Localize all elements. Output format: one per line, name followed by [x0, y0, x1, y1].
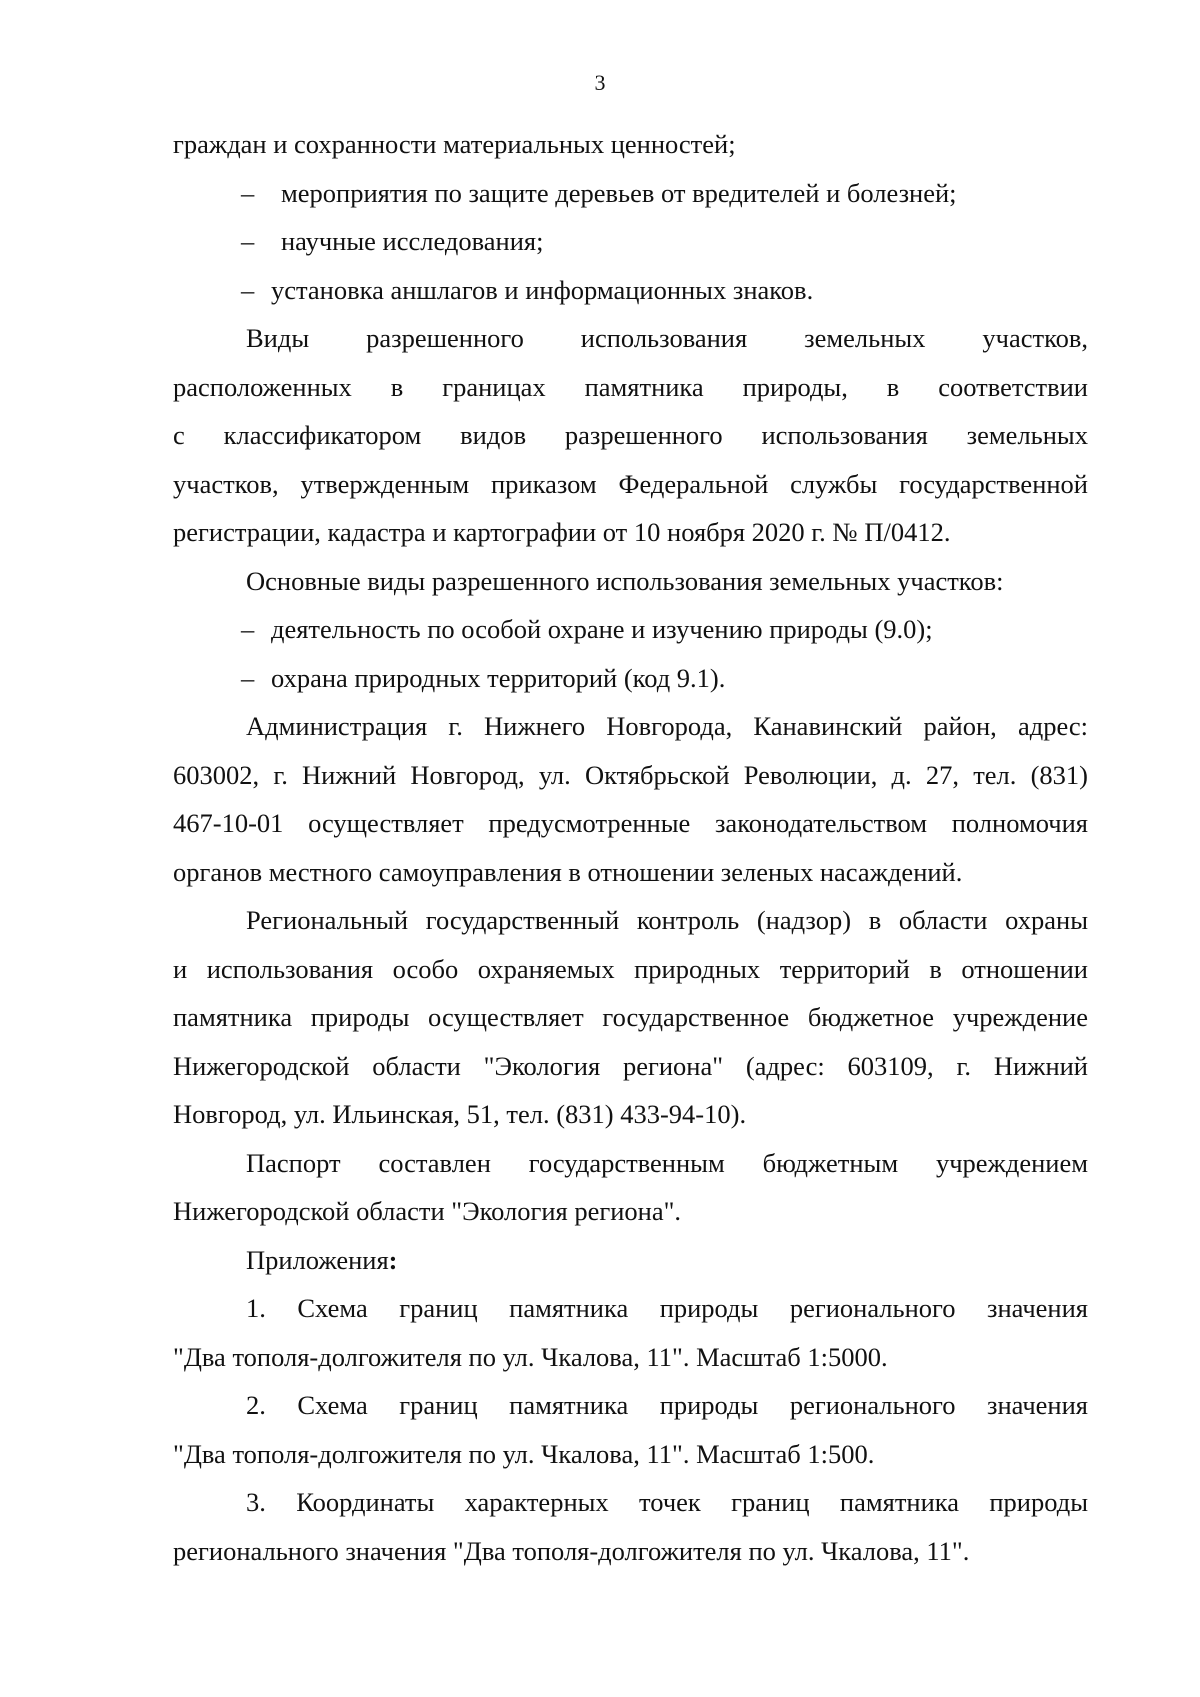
list-item: [173, 654, 1088, 703]
appendix-heading-colon: :: [388, 1244, 398, 1275]
paragraph-regional-control: [173, 896, 1088, 1139]
main-permitted-use-heading: Основные виды разрешенного использования земельных участков:: [246, 565, 1004, 596]
list-item-text: деятельность по особой охране и изучению природы (9.0);: [271, 614, 933, 644]
appendix-item: [173, 1478, 1088, 1575]
appendix-item-line: "Два тополя-долгожителя по ул. Чкалова, 11". Масштаб 1:500.: [173, 1438, 875, 1469]
appendix-heading-text: Приложения: [246, 1244, 389, 1275]
list-item: [173, 605, 1088, 654]
list-dash: –: [241, 614, 255, 644]
appendix-item-line: "Два тополя-долгожителя по ул. Чкалова, 11". Масштаб 1:5000.: [173, 1341, 888, 1372]
paragraph-line: Администрация г. Нижнего Новгорода, Канавинский район, адрес:: [246, 711, 1088, 741]
list-dash: –: [241, 662, 255, 693]
paragraph-permitted-use: [173, 314, 1088, 557]
paragraph-line: Новгород, ул. Ильинская, 51, тел. (831) 433-94-10).: [173, 1099, 747, 1129]
list-item-text: установка аншлагов и информационных знаков.: [271, 274, 814, 305]
paragraph-line: 467-10-01 осуществляет предусмотренные законодательством полномочия: [173, 808, 1088, 838]
appendix-item-line: 3. Координаты характерных точек границ памятника природы: [246, 1487, 1088, 1517]
appendix-item-line: регионального значения "Два тополя-долгожителя по ул. Чкалова, 11".: [173, 1535, 970, 1566]
paragraph-administration: [173, 702, 1088, 896]
paragraph-line: органов местного самоуправления в отношении зеленых насаждений.: [173, 856, 963, 887]
activities-list: [173, 169, 1088, 315]
paragraph-line: Виды разрешенного использования земельных участков,: [246, 323, 1088, 353]
paragraph-line: Нижегородской области "Экология региона" (адрес: 603109, г. Нижний: [173, 1050, 1088, 1081]
appendix-item-line: 2. Схема границ памятника природы регионального значения: [246, 1390, 1088, 1420]
paragraph-line: 603002, г. Нижний Новгород, ул. Октябрьской Революции, д. 27, тел. (831): [173, 759, 1088, 790]
text-line: граждан и сохранности материальных ценностей;: [173, 129, 736, 159]
paragraph-line: и использования особо охраняемых природных территорий в отношении: [173, 953, 1088, 984]
appendix-item-line: 1. Схема границ памятника природы регионального значения: [246, 1293, 1088, 1323]
paragraph-passport: [173, 1139, 1088, 1236]
list-item-text: охрана природных территорий (код 9.1).: [271, 662, 726, 693]
list-dash: –: [241, 177, 255, 208]
list-dash: –: [241, 226, 255, 256]
paragraph-line: Паспорт составлен государственным бюджетным учреждением: [246, 1147, 1088, 1178]
appendix-item: [173, 1381, 1088, 1478]
list-item: [173, 217, 1088, 266]
paragraph-line: памятника природы осуществляет государственное бюджетное учреждение: [173, 1002, 1088, 1032]
paragraph-line: регистрации, кадастра и картографии от 10 ноября 2020 г. № П/0412.: [173, 517, 951, 547]
list-item: [173, 266, 1088, 315]
paragraph-line: расположенных в границах памятника природы, в соответствии: [173, 371, 1088, 402]
list-item-text: мероприятия по защите деревьев от вредителей и болезней;: [281, 177, 957, 208]
list-item-text: научные исследования;: [281, 226, 544, 256]
document-body: [173, 120, 1088, 1575]
paragraph-line: Нижегородской области "Экология региона".: [173, 1196, 682, 1226]
list-item: [173, 169, 1088, 218]
page-number: 3: [594, 70, 606, 95]
appendix-list: [173, 1284, 1088, 1575]
paragraph-line: Региональный государственный контроль (надзор) в области охраны: [246, 905, 1088, 935]
permitted-use-list: [173, 605, 1088, 702]
appendix-heading: [173, 1236, 1088, 1285]
appendix-item: [173, 1284, 1088, 1381]
paragraph-line: участков, утвержденным приказом Федеральной службы государственной: [173, 468, 1088, 499]
list-dash: –: [241, 274, 255, 305]
paragraph-line: с классификатором видов разрешенного использования земельных: [173, 420, 1088, 450]
